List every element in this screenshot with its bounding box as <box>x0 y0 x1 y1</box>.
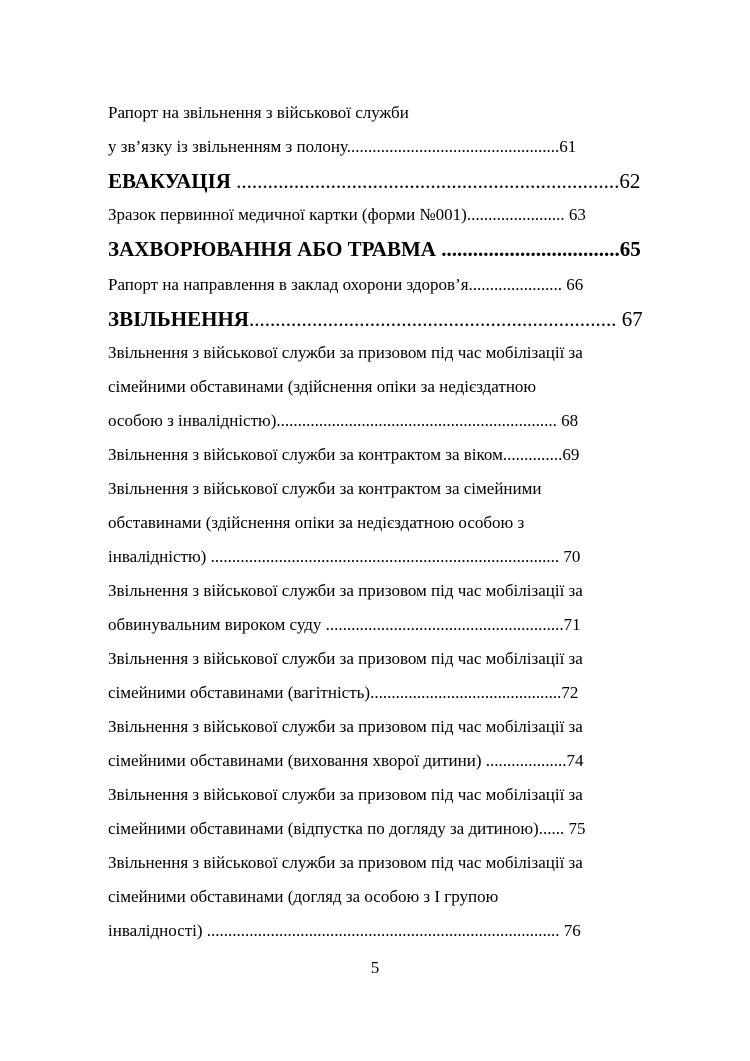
dot-leader: ......................................................................... <box>230 169 620 193</box>
page-number: 5 <box>370 958 380 977</box>
toc-entry-line: Звільнення з військової служби за призовом під час мобілізації за <box>108 785 583 804</box>
toc-entry-line: Звільнення з військової служби за призовом під час мобілізації за <box>108 853 583 872</box>
toc-entry-line: сімейними обставинами (відпустка по догляду за дитиною)...... 75 <box>108 819 586 838</box>
section-page-number: 65 <box>619 237 641 261</box>
toc-entry-line: особою з інвалідністю).................................................................. 68 <box>108 411 579 430</box>
toc-section-evacuation <box>108 169 640 193</box>
toc-entry-line: Звільнення з військової служби за контрактом за віком..............69 <box>108 445 580 464</box>
toc-entry-line: інвалідністю) .................................................................................. 70 <box>108 547 581 566</box>
toc-entry-line: Рапорт на звільнення з військової служби <box>108 103 409 122</box>
dot-leader: ...................................................................... <box>248 307 622 331</box>
toc-entry-line: обвинувальним вироком суду ........................................................71 <box>108 615 581 634</box>
section-title: ЕВАКУАЦІЯ <box>108 169 231 193</box>
toc-entry-line: Рапорт на направлення в заклад охорони здоров’я...................... 66 <box>108 275 584 294</box>
toc-entry-line: Звільнення з військової служби за призовом під час мобілізації за <box>108 717 583 736</box>
toc-entry-line: Звільнення з військової служби за призовом під час мобілізації за <box>108 343 583 362</box>
toc-entry-line: сімейними обставинами (виховання хворої дитини) ...................74 <box>108 751 584 770</box>
toc-entry-line: Звільнення з військової служби за призовом під час мобілізації за <box>108 649 583 668</box>
toc-section-dismissal <box>108 307 643 331</box>
dot-leader: .................................. <box>435 237 620 261</box>
toc-entry-line: сімейними обставинами (здійснення опіки за недієздатною <box>108 377 537 396</box>
toc-entry-line: сімейними обставинами (догляд за особою з І групою <box>108 887 499 906</box>
section-page-number: 67 <box>621 307 643 331</box>
toc-section-illness <box>108 237 641 261</box>
toc-entry-line: інвалідності) ................................................................................... 76 <box>108 921 581 940</box>
section-title: ЗВІЛЬНЕННЯ <box>108 307 249 331</box>
toc-entry-line: Звільнення з військової служби за призовом під час мобілізації за <box>108 581 583 600</box>
toc-entry-line: у зв’язку із звільненням з полону..................................................61 <box>108 137 577 156</box>
section-page-number: 62 <box>619 169 641 193</box>
toc-entry-line: обставинами (здійснення опіки за недієздатною особою з <box>108 513 525 532</box>
section-title: ЗАХВОРЮВАННЯ АБО ТРАВМА <box>108 237 436 261</box>
toc-entry-line: Звільнення з військової служби за контрактом за сімейними <box>108 479 542 498</box>
toc-entry-line: сімейними обставинами (вагітність).............................................72 <box>108 683 579 702</box>
toc-entry-line: Зразок первинної медичної картки (форми №001)....................... 63 <box>108 205 586 224</box>
